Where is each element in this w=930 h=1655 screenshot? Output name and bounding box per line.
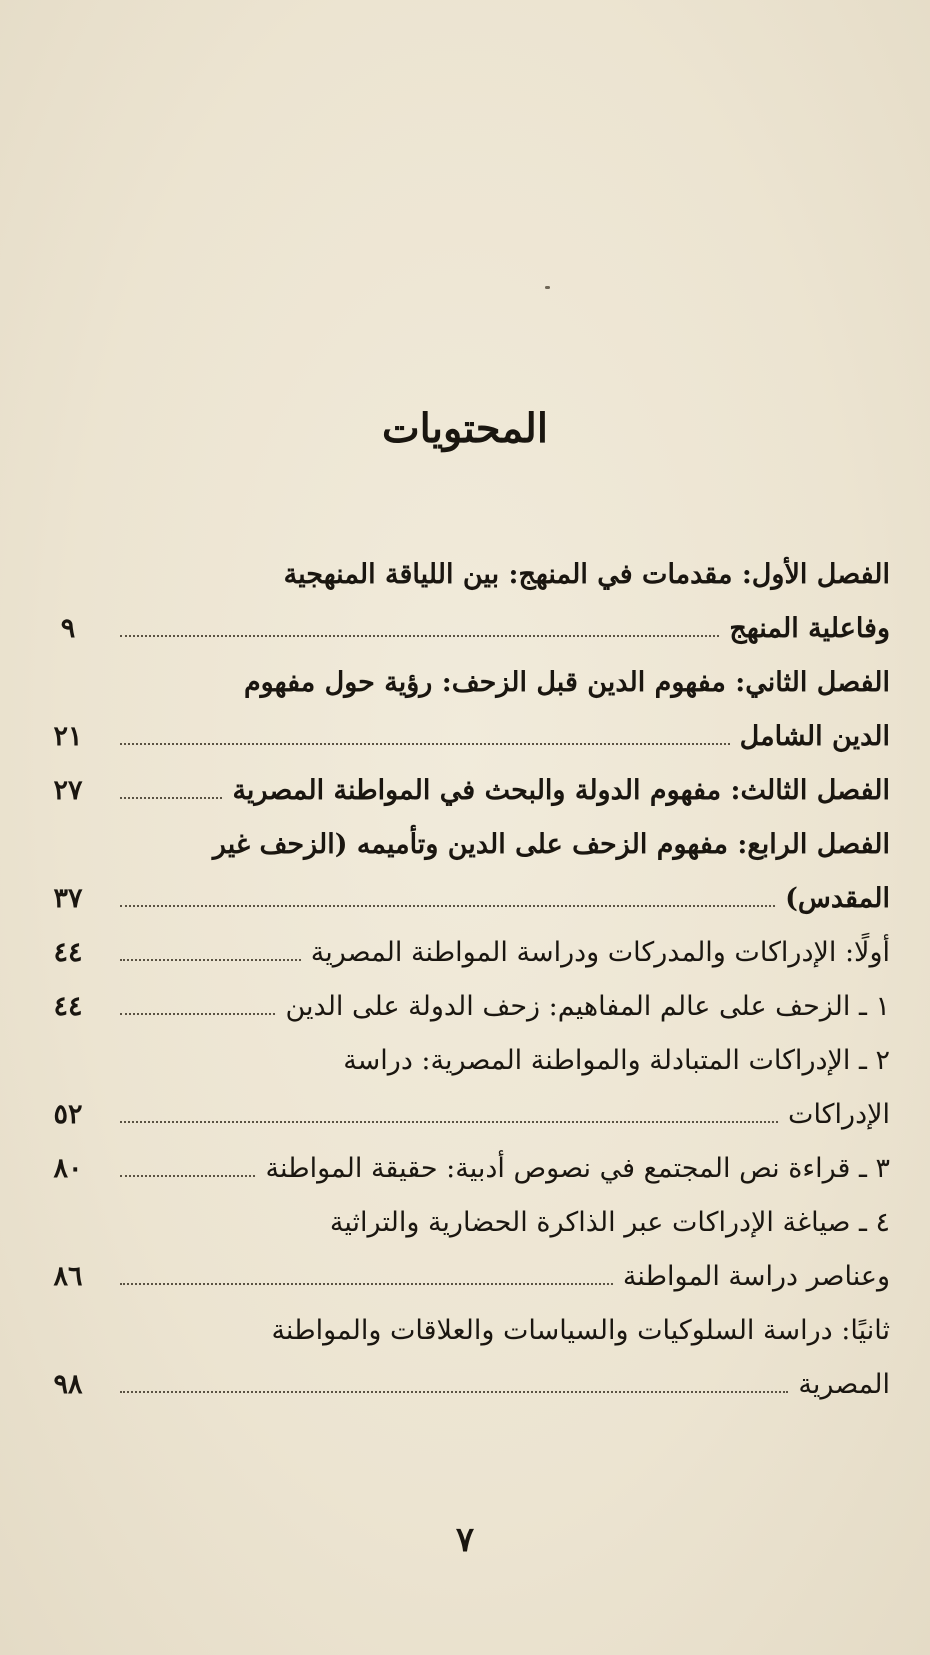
table-of-contents — [40, 548, 890, 1412]
toc-entry-text — [120, 818, 890, 926]
dot-leader — [120, 958, 301, 961]
toc-entry-line: ٢ ـ الإدراكات المتبادلة والمواطنة المصرية: دراسة — [343, 1045, 890, 1076]
toc-entry-line: الإدراكات — [788, 1099, 890, 1130]
toc-page-number: ٩ — [60, 613, 76, 644]
toc-entry-text — [120, 548, 890, 656]
toc-entry — [40, 1034, 890, 1142]
toc-entry-text — [120, 926, 890, 980]
toc-entry-text — [120, 764, 890, 818]
toc-entry-last-line — [120, 1142, 890, 1196]
toc-page-number: ٢٧ — [53, 775, 83, 806]
toc-entry-text — [120, 980, 890, 1034]
dot-leader — [120, 1120, 778, 1123]
toc-entry-text — [120, 1034, 890, 1142]
toc-entry-line: الفصل الثاني: مفهوم الدين قبل الزحف: رؤية حول مفهوم — [243, 667, 890, 698]
toc-entry-last-line — [120, 1088, 890, 1142]
dot-leader — [120, 1012, 275, 1015]
toc-entry — [40, 818, 890, 926]
toc-entry-line: وفاعلية المنهج — [729, 613, 890, 644]
toc-entry-last-line — [120, 926, 890, 980]
toc-entry-line: المقدس) — [785, 883, 890, 914]
toc-entry-line: ١ ـ الزحف على عالم المفاهيم: زحف الدولة على الدين — [285, 991, 890, 1022]
toc-entry-last-line — [120, 710, 890, 764]
toc-entry — [40, 1304, 890, 1412]
toc-entry-last-line — [120, 1250, 890, 1304]
toc-entry-last-line — [120, 872, 890, 926]
toc-entry-line: الدين الشامل — [739, 721, 890, 752]
toc-entry-line: ٣ ـ قراءة نص المجتمع في نصوص أدبية: حقيقة المواطنة — [265, 1153, 890, 1184]
toc-entry-line: وعناصر دراسة المواطنة — [622, 1261, 890, 1292]
toc-entry — [40, 980, 890, 1034]
toc-entry-text — [120, 1304, 890, 1412]
toc-entry-last-line — [120, 764, 890, 818]
toc-entry-line: ثانيًا: دراسة السلوكيات والسياسات والعلاقات والمواطنة — [271, 1315, 890, 1346]
toc-page-number: ٨٦ — [53, 1261, 83, 1292]
toc-entry-text — [120, 656, 890, 764]
toc-entry-last-line — [120, 1358, 890, 1412]
toc-page-number: ٤٤ — [53, 937, 83, 968]
dot-leader — [120, 904, 775, 907]
toc-entry — [40, 1196, 890, 1304]
dot-leader — [120, 1390, 788, 1393]
toc-page-number: ٢١ — [53, 721, 83, 752]
toc-entry-text — [120, 1196, 890, 1304]
toc-entry-last-line — [120, 980, 890, 1034]
toc-page-number: ٥٢ — [53, 1099, 83, 1130]
toc-entry — [40, 548, 890, 656]
toc-page-number: ٣٧ — [53, 883, 83, 914]
toc-entry-line: الفصل الأول: مقدمات في المنهج: بين اللياقة المنهجية — [283, 559, 890, 590]
toc-entry-line: المصرية — [798, 1369, 890, 1400]
toc-page-number: ٨٠ — [53, 1153, 83, 1184]
ink-speck — [545, 286, 550, 289]
toc-page-number: ٩٨ — [53, 1369, 83, 1400]
toc-entry — [40, 926, 890, 980]
dot-leader — [120, 634, 719, 637]
toc-entry — [40, 656, 890, 764]
toc-entry-line: ٤ ـ صياغة الإدراكات عبر الذاكرة الحضارية والتراثية — [329, 1207, 890, 1238]
dot-leader — [120, 1174, 255, 1177]
toc-entry — [40, 1142, 890, 1196]
dot-leader — [120, 742, 730, 745]
toc-entry-text — [120, 1142, 890, 1196]
toc-entry — [40, 764, 890, 818]
page-number: ٧ — [455, 1520, 475, 1560]
toc-entry-line: أولًا: الإدراكات والمدركات ودراسة المواطنة المصرية — [310, 937, 890, 968]
toc-page-number: ٤٤ — [53, 991, 83, 1022]
toc-entry-line: الفصل الثالث: مفهوم الدولة والبحث في المواطنة المصرية — [232, 775, 890, 806]
page-title: المحتويات — [382, 405, 548, 452]
toc-entry-line: الفصل الرابع: مفهوم الزحف على الدين وتأميمه (الزحف غير — [212, 829, 890, 860]
toc-entry-last-line — [120, 602, 890, 656]
dot-leader — [120, 796, 222, 799]
dot-leader — [120, 1282, 613, 1285]
